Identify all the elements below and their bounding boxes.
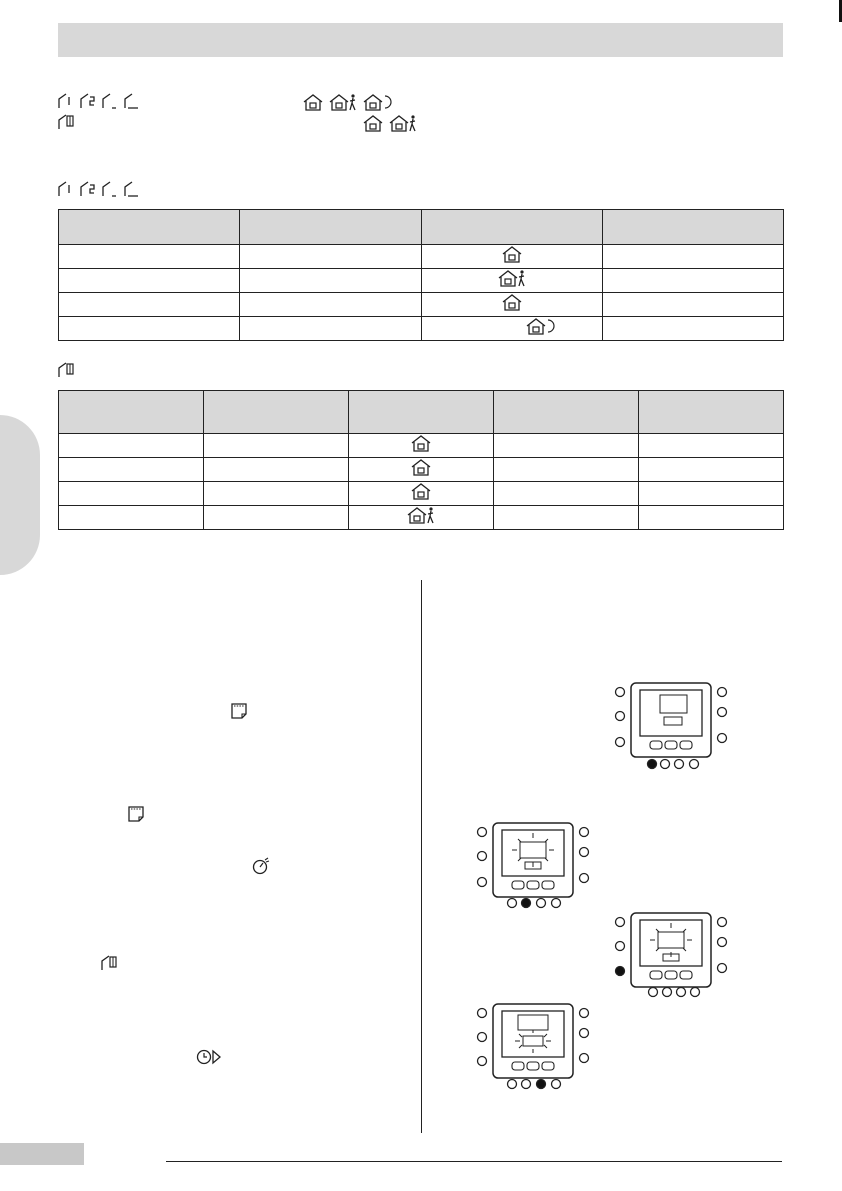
- home-night-icon: [362, 93, 392, 111]
- footer-line: [166, 1161, 782, 1162]
- table-header-cell: [59, 210, 240, 245]
- table-cell: [639, 482, 784, 506]
- table-cell: [494, 458, 639, 482]
- table-cell: [59, 434, 204, 458]
- thermostat-figure-step-1: [613, 682, 729, 775]
- home-icon: [410, 434, 432, 452]
- table-cell: [59, 482, 204, 506]
- table-header-row: [59, 210, 784, 245]
- home-away-icon: [406, 506, 436, 524]
- calendar-icon: [128, 806, 144, 822]
- table-cell: [602, 269, 783, 293]
- zone-1-icon: [58, 181, 76, 197]
- table-cell: [639, 434, 784, 458]
- clock-play-icon: [196, 1049, 222, 1065]
- table-row: [59, 317, 784, 341]
- table-row: [59, 245, 784, 269]
- thermostat-figure-step-3: [613, 912, 729, 1005]
- table-header-row: [59, 391, 784, 434]
- table-header-cell: [494, 391, 639, 434]
- table-row: [59, 293, 784, 317]
- table-cell: [602, 317, 783, 341]
- table-row: [59, 506, 784, 530]
- home-night-icon: [525, 317, 555, 335]
- table-cell-mode: [349, 482, 494, 506]
- zone-3-icon: [102, 181, 120, 197]
- home-away-icon: [497, 269, 527, 287]
- table-header-cell: [240, 210, 421, 245]
- table-2-caption-icons: [58, 362, 76, 378]
- table-cell: [494, 506, 639, 530]
- side-tab: [0, 415, 40, 575]
- table-cell: [59, 458, 204, 482]
- table-header-cell: [421, 210, 602, 245]
- table-cell: [494, 434, 639, 458]
- home-icon: [501, 245, 523, 263]
- zone-4-icon: [124, 181, 142, 197]
- intro-line-2-mode-icons: [362, 114, 418, 132]
- home-icon: [362, 114, 384, 132]
- home-icon: [302, 93, 324, 111]
- home-icon: [410, 482, 432, 500]
- table-cell-mode: [349, 506, 494, 530]
- intro-line-1-mode-icons: [302, 93, 392, 111]
- table-cell-mode: [421, 245, 602, 269]
- table-cell: [204, 482, 349, 506]
- zone-5-icon: [101, 955, 119, 971]
- table-cell-mode: [349, 458, 494, 482]
- table-header-cell: [639, 391, 784, 434]
- table-cell: [602, 245, 783, 269]
- zone-3-icon: [102, 93, 120, 109]
- home-icon: [410, 458, 432, 476]
- table-cell-mode: [421, 317, 602, 341]
- table-cell: [59, 245, 240, 269]
- table-cell: [639, 458, 784, 482]
- intro-line-2-zone-icons: [58, 114, 76, 130]
- timer-icon: [252, 857, 270, 875]
- table-cell: [59, 506, 204, 530]
- zone-1-icon: [58, 93, 76, 109]
- table-cell: [204, 434, 349, 458]
- table-cell: [240, 293, 421, 317]
- table-cell: [240, 269, 421, 293]
- table-cell: [59, 269, 240, 293]
- zone-4-icon: [124, 93, 142, 109]
- table-row: [59, 434, 784, 458]
- page-number-box: [0, 1143, 84, 1165]
- table-header-cell: [204, 391, 349, 434]
- home-away-icon: [388, 114, 418, 132]
- table-1-caption-icons: [58, 181, 142, 197]
- thermostat-figure-step-2: [475, 822, 591, 915]
- table-cell: [240, 317, 421, 341]
- thermostat-figure-step-4: [475, 1003, 591, 1096]
- table-row: [59, 458, 784, 482]
- table-row: [59, 269, 784, 293]
- table-cell: [639, 506, 784, 530]
- home-icon: [501, 293, 523, 311]
- table-cell: [602, 293, 783, 317]
- table-header-cell: [602, 210, 783, 245]
- table-cell: [494, 482, 639, 506]
- zone-2-icon: [80, 93, 98, 109]
- zone-5-icon: [58, 362, 76, 378]
- calendar-icon: [231, 703, 247, 719]
- table-row: [59, 482, 784, 506]
- schedule-table-1: [58, 209, 784, 341]
- table-cell-mode: [421, 269, 602, 293]
- table-cell: [59, 317, 240, 341]
- zone-2-icon: [80, 181, 98, 197]
- table-header-cell: [349, 391, 494, 434]
- table-header-cell: [59, 391, 204, 434]
- table-cell-mode: [421, 293, 602, 317]
- table-cell: [59, 293, 240, 317]
- intro-line-1-zone-icons: [58, 93, 142, 109]
- column-divider: [421, 580, 422, 1133]
- table-cell: [204, 458, 349, 482]
- home-away-icon: [328, 93, 358, 111]
- table-cell: [240, 245, 421, 269]
- table-cell-mode: [349, 434, 494, 458]
- zone-5-icon: [58, 114, 76, 130]
- header-bar: [58, 23, 783, 57]
- schedule-table-2: [58, 390, 784, 530]
- table-cell: [204, 506, 349, 530]
